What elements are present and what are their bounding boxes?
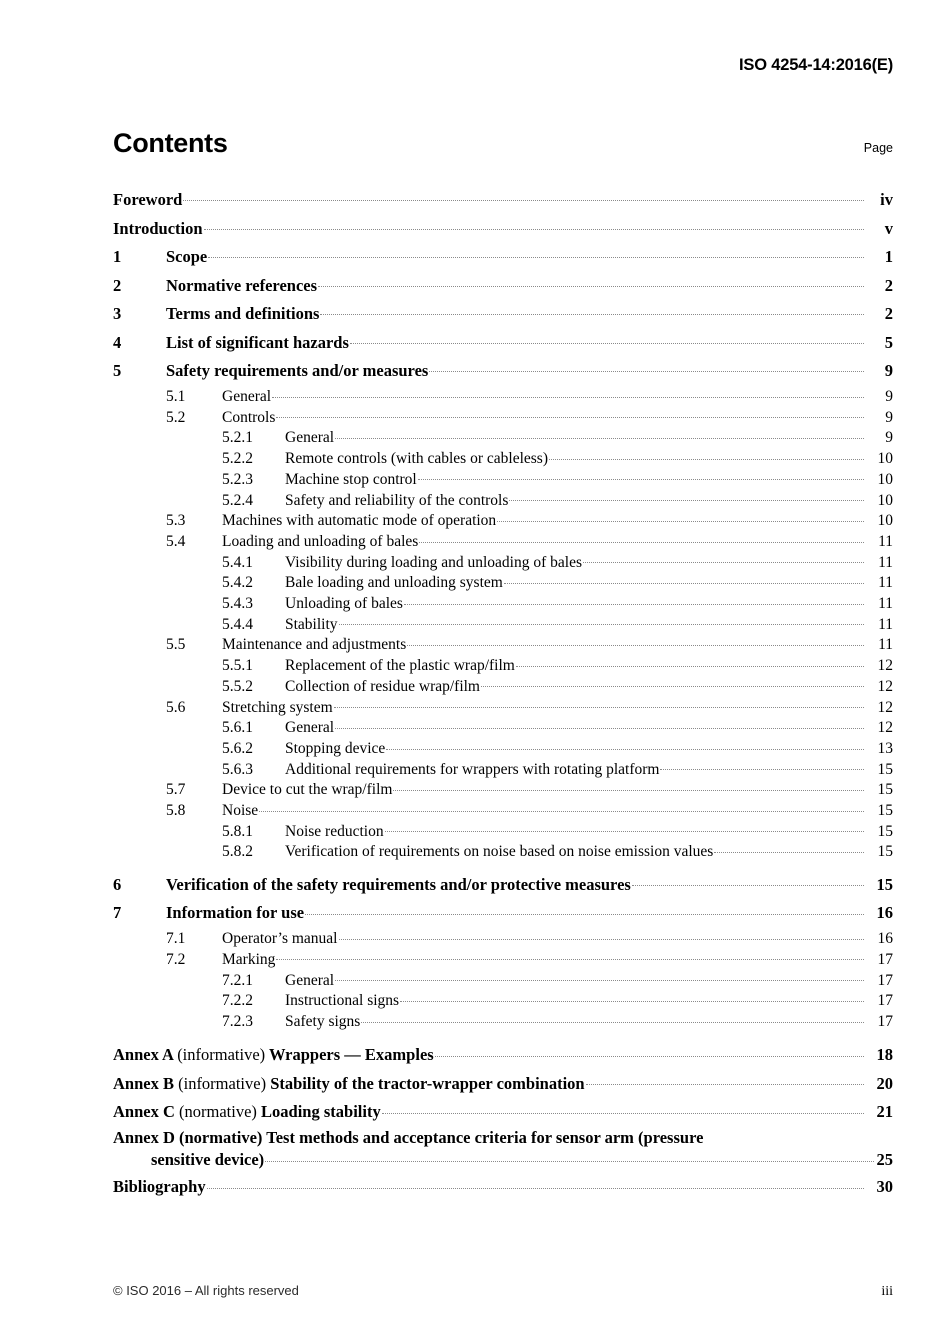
toc-number: 5.4.3 [222, 595, 253, 613]
toc-page-number: 9 [885, 408, 893, 426]
toc-label: Terms and definitions [166, 304, 320, 323]
toc-label: General [285, 719, 335, 737]
toc-label: Stopping device [285, 739, 386, 757]
leader-dots [504, 572, 864, 588]
toc-number: 1 [113, 247, 122, 266]
annex-title-line-2 [113, 1149, 893, 1172]
toc-number: 5.4 [166, 532, 186, 550]
toc-label: Safety requirements and/or measures [166, 361, 429, 380]
annex-label-continued: sensitive device) [151, 1150, 265, 1170]
contents-heading-row [113, 128, 893, 159]
toc-entry-annex-a[interactable] [113, 1041, 893, 1070]
leader-dots [418, 468, 864, 484]
toc-page-number: 25 [876, 1150, 893, 1170]
toc-page-number: iv [880, 190, 893, 209]
toc-entry-clause-7-2-2[interactable] [113, 990, 893, 1011]
leader-dots [393, 779, 864, 795]
toc-entry-clause-5-4-3[interactable] [113, 593, 893, 614]
toc-entry-introduction[interactable] [113, 215, 893, 244]
leader-dots [335, 717, 864, 733]
annex-label: Stability of the tractor-wrapper combination [270, 1073, 585, 1093]
toc-page-number: 11 [878, 595, 893, 613]
toc-page-number: 9 [885, 388, 893, 405]
toc-label: Normative references [166, 275, 318, 295]
annex-title [113, 1041, 434, 1070]
toc-page-number: v [884, 218, 893, 238]
leader-dots [259, 800, 864, 816]
leader-dots [265, 1149, 873, 1166]
toc-page-number: 11 [878, 636, 893, 654]
toc-page-number: 17 [877, 992, 893, 1010]
toc-label: Information for use [166, 903, 305, 923]
toc-entry-clause-5-2-2[interactable] [113, 448, 893, 469]
leader-dots [320, 303, 864, 320]
toc-number: 5.8.1 [222, 822, 253, 840]
toc-page-number: 15 [877, 802, 893, 820]
toc-label: Collection of residue wrap/film [285, 677, 480, 695]
leader-dots [208, 246, 864, 263]
toc-page-number: 10 [877, 491, 893, 509]
toc-number: 7.2.2 [222, 992, 253, 1010]
annex-kind: (normative) [179, 1127, 263, 1147]
toc-label: Safety signs [285, 1012, 361, 1030]
toc-page-number: 15 [877, 781, 893, 799]
toc-label: Stability [285, 615, 338, 633]
toc-label: Safety and reliability of the controls [285, 491, 509, 509]
toc-page-number: 10 [877, 470, 893, 488]
toc-entry-clause-2[interactable] [113, 272, 893, 301]
toc-number: 5 [113, 361, 122, 380]
toc-page-number: 15 [877, 822, 893, 840]
toc-entry-clause-1[interactable] [113, 243, 893, 272]
leader-dots [183, 189, 864, 206]
toc-label: Controls [222, 408, 276, 426]
toc-entry-clause-4[interactable] [113, 329, 893, 358]
leader-dots [497, 510, 864, 526]
toc-page-number: 1 [884, 247, 893, 266]
toc-number: 5.4.1 [222, 553, 253, 571]
toc-entry-clause-5[interactable] [113, 357, 893, 386]
toc-page-number: 30 [876, 1177, 893, 1197]
leader-dots [714, 841, 864, 857]
toc-number: 5.2 [166, 408, 186, 426]
leader-dots [516, 655, 864, 671]
toc-entry-clause-5-1[interactable] [113, 386, 893, 407]
toc-label: General [285, 971, 335, 989]
annex-name: Annex A [113, 1045, 174, 1065]
leader-dots [509, 489, 864, 505]
toc-entry-clause-5-6[interactable] [113, 696, 893, 717]
toc-label: Foreword [113, 190, 183, 209]
leader-dots [385, 820, 864, 836]
annex-name: Annex B [113, 1073, 174, 1093]
toc-entry-clause-7[interactable] [113, 899, 893, 928]
toc-entry-clause-5-8-1[interactable] [113, 820, 893, 841]
toc-number: 3 [113, 304, 122, 323]
leader-dots [481, 675, 864, 691]
toc-label: List of significant hazards [166, 332, 349, 352]
toc-label: Bale loading and unloading system [285, 574, 503, 592]
toc-page-number: 15 [876, 874, 893, 894]
toc-entry-annex-c[interactable] [113, 1098, 893, 1127]
toc-label: Remote controls (with cables or cableless) [285, 450, 548, 468]
toc-label: Machine stop control [285, 470, 417, 488]
toc-number: 5.5 [166, 636, 186, 654]
annex-label: Wrappers — Examples [268, 1045, 434, 1065]
toc-number: 4 [113, 332, 122, 352]
annex-title [113, 1098, 381, 1127]
toc-page-number: 13 [877, 739, 893, 757]
leader-dots [335, 427, 864, 443]
toc-page-number: 12 [877, 719, 893, 737]
toc-entry-bibliography[interactable] [113, 1173, 893, 1202]
leader-dots [583, 551, 864, 567]
page-folio: iii [881, 1284, 893, 1299]
toc-page-number: 11 [878, 553, 893, 571]
toc-page-number: 17 [877, 950, 893, 968]
annex-kind: (informative) [177, 1045, 266, 1065]
leader-dots [276, 948, 864, 964]
toc-number: 5.6 [166, 698, 186, 716]
toc-entry-clause-5-5-2[interactable] [113, 675, 893, 696]
annex-kind: (informative) [178, 1073, 267, 1093]
toc-number: 5.8.2 [222, 843, 253, 861]
toc-entry-clause-5-6-3[interactable] [113, 758, 893, 779]
toc-page-number: 2 [884, 304, 893, 323]
annex-label: Test methods and acceptance criteria for sensor arm (pressure [266, 1127, 704, 1147]
toc-entry-clause-7-2[interactable] [113, 948, 893, 969]
toc-entry-clause-5-2-4[interactable] [113, 489, 893, 510]
toc-label: Marking [222, 950, 276, 968]
leader-dots [335, 969, 864, 985]
toc-entry-clause-5-4-4[interactable] [113, 613, 893, 634]
toc-label: Instructional signs [285, 992, 400, 1010]
toc-number: 7.1 [166, 930, 186, 948]
toc-entry-clause-7-2-3[interactable] [113, 1010, 893, 1031]
toc-label: Device to cut the wrap/film [222, 781, 393, 799]
leader-dots [429, 360, 864, 377]
standard-reference: ISO 4254-14:2016(E) [739, 56, 893, 74]
toc-page-number: 20 [876, 1073, 893, 1093]
toc-number: 5.8 [166, 802, 186, 820]
toc-page-number: 15 [877, 843, 893, 861]
toc-number: 5.4.4 [222, 615, 253, 633]
toc-page-number: 11 [878, 574, 893, 592]
toc-number: 5.5.1 [222, 657, 253, 675]
toc-entry-clause-5-4[interactable] [113, 530, 893, 551]
toc-number: 5.2.4 [222, 491, 253, 509]
toc-label: General [222, 388, 272, 405]
toc-label: Loading and unloading of bales [222, 532, 419, 550]
toc-entry-foreword[interactable] [113, 186, 893, 215]
leader-dots [207, 1176, 864, 1193]
toc-page-number: 10 [877, 512, 893, 530]
toc-label: Stretching system [222, 698, 333, 716]
toc-entry-clause-5-3[interactable] [113, 510, 893, 531]
toc-number: 7 [113, 903, 122, 923]
toc-entry-clause-6[interactable] [113, 871, 893, 900]
toc-label: Operator’s manual [222, 930, 338, 948]
toc-page-number: 17 [877, 1012, 893, 1030]
leader-dots [586, 1072, 864, 1089]
toc-number: 5.6.1 [222, 719, 253, 737]
toc-label: Replacement of the plastic wrap/film [285, 657, 515, 675]
toc-entry-clause-5-8[interactable] [113, 800, 893, 821]
toc-label: Noise [222, 802, 259, 820]
toc-entry-annex-b[interactable] [113, 1070, 893, 1099]
leader-dots [305, 902, 864, 919]
toc-entry-clause-3[interactable] [113, 300, 893, 329]
toc-label: Introduction [113, 218, 203, 238]
leader-dots [272, 386, 864, 402]
toc-entry-clause-5-2-3[interactable] [113, 468, 893, 489]
toc-entry-clause-5-5-1[interactable] [113, 655, 893, 676]
leader-dots [407, 634, 864, 650]
page-title: Contents [113, 128, 228, 158]
toc-label: Noise reduction [285, 822, 384, 840]
leader-dots [318, 274, 864, 291]
toc-label: Visibility during loading and unloading of bales [285, 553, 582, 571]
toc-page-number: 9 [884, 361, 893, 380]
toc-entry-clause-5-4-1[interactable] [113, 551, 893, 572]
leader-dots [404, 593, 864, 609]
toc-number: 5.3 [166, 512, 186, 530]
toc-entry-clause-5-4-2[interactable] [113, 572, 893, 593]
running-header [113, 56, 893, 75]
toc-page-number: 5 [884, 332, 893, 352]
toc-number: 5.2.3 [222, 470, 253, 488]
toc-entry-clause-5-7[interactable] [113, 779, 893, 800]
annex-name: Annex D [113, 1127, 175, 1147]
toc-number: 5.4.2 [222, 574, 253, 592]
page-footer [113, 1283, 893, 1300]
leader-dots [276, 406, 864, 422]
toc-label: Scope [166, 247, 208, 266]
leader-dots [334, 696, 864, 712]
toc-page-number: 12 [877, 677, 893, 695]
toc-label: Verification of requirements on noise based on noise emission values [285, 843, 714, 861]
toc-entry-annex-d[interactable] [113, 1127, 893, 1172]
leader-dots [350, 331, 864, 348]
toc-number: 5.1 [166, 388, 186, 405]
toc-page-number: 2 [884, 275, 893, 295]
toc-entry-clause-5-6-1[interactable] [113, 717, 893, 738]
toc-label: General [285, 429, 335, 447]
leader-dots [386, 737, 864, 753]
leader-dots [339, 928, 865, 944]
toc-number: 5.2.2 [222, 450, 253, 468]
annex-title-line-1 [113, 1127, 893, 1149]
toc-entry-clause-5-2-1[interactable] [113, 427, 893, 448]
toc-label: Bibliography [113, 1177, 206, 1197]
leader-dots [549, 448, 864, 464]
toc-number: 2 [113, 275, 122, 295]
toc-number: 5.6.3 [222, 760, 253, 778]
leader-dots [419, 530, 864, 546]
toc-label: Maintenance and adjustments [222, 636, 407, 654]
leader-dots [632, 873, 864, 890]
annex-name: Annex C [113, 1102, 175, 1122]
toc-label: Verification of the safety requirements and/or protective measures [166, 874, 631, 894]
toc-number: 5.5.2 [222, 677, 253, 695]
page-column-label: Page [863, 141, 893, 155]
leader-dots [382, 1101, 864, 1118]
leader-dots [660, 758, 864, 774]
annex-title [113, 1070, 585, 1099]
toc-number: 5.2.1 [222, 429, 253, 447]
toc-number: 5.7 [166, 781, 186, 799]
toc-entry-clause-5-5[interactable] [113, 634, 893, 655]
toc-label: Additional requirements for wrappers with rotating platform [285, 760, 660, 778]
toc-label: Unloading of bales [285, 595, 403, 613]
leader-dots [435, 1044, 864, 1061]
toc-entry-clause-5-2[interactable] [113, 406, 893, 427]
copyright-notice: © ISO 2016 – All rights reserved [113, 1283, 299, 1298]
toc-page-number: 16 [877, 930, 893, 948]
toc-page-number: 11 [878, 615, 893, 633]
leader-dots [361, 1010, 864, 1026]
toc-number: 7.2.3 [222, 1012, 253, 1030]
toc-page-number: 11 [878, 532, 893, 550]
toc-page-number: 18 [876, 1045, 893, 1065]
toc-page-number: 15 [877, 760, 893, 778]
toc-page-number: 9 [885, 429, 893, 447]
toc-page-number: 21 [876, 1102, 893, 1122]
toc-entry-clause-5-6-2[interactable] [113, 737, 893, 758]
annex-kind: (normative) [179, 1102, 257, 1122]
leader-dots [339, 613, 864, 629]
toc-number: 7.2.1 [222, 971, 253, 989]
toc-label: Machines with automatic mode of operation [222, 512, 497, 530]
toc-page-number: 12 [877, 698, 893, 716]
leader-dots [400, 990, 864, 1006]
toc-entry-clause-5-8-2[interactable] [113, 841, 893, 862]
leader-dots [204, 217, 864, 234]
toc-number: 6 [113, 874, 122, 894]
toc-page-number: 12 [877, 657, 893, 675]
annex-label: Loading stability [261, 1102, 381, 1122]
toc-page-number: 10 [877, 450, 893, 468]
toc-entry-clause-7-1[interactable] [113, 928, 893, 949]
toc-number: 7.2 [166, 950, 186, 968]
toc-page-number: 16 [876, 903, 893, 923]
toc-entry-clause-7-2-1[interactable] [113, 969, 893, 990]
table-of-contents [113, 186, 893, 1202]
toc-page-number: 17 [877, 971, 893, 989]
toc-number: 5.6.2 [222, 739, 253, 757]
